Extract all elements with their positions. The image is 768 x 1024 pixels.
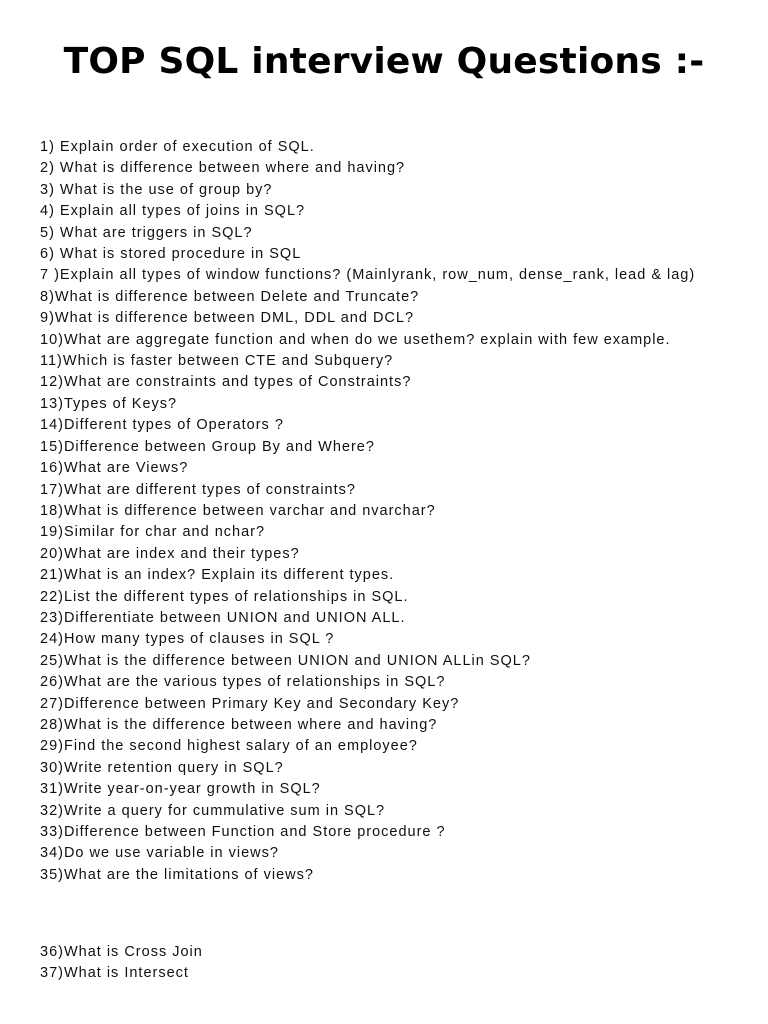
question-item: 3) What is the use of group by?	[40, 181, 273, 198]
page-title: TOP SQL interview Questions :-	[63, 41, 705, 82]
question-item: 36)What is Cross Join	[40, 944, 203, 960]
question-item: 9)What is difference between DML, DDL and DCL?	[40, 310, 415, 327]
question-item: 14)Different types of Operators ?	[40, 417, 284, 434]
question-item: 35)What are the limitations of views?	[40, 866, 314, 883]
question-item: 7 )Explain all types of window functions? (Mainlyrank, row_num, dense_rank, lead & lag)	[40, 267, 696, 284]
question-item: 29)Find the second highest salary of an employee?	[40, 738, 418, 755]
question-item: 2) What is difference between where and having?	[40, 160, 406, 177]
question-item: 28)What is the difference between where and having?	[40, 716, 438, 733]
question-item: 30)Write retention query in SQL?	[40, 759, 284, 776]
question-item: 26)What are the various types of relationships in SQL?	[40, 674, 446, 691]
question-list	[40, 137, 730, 886]
extra-question-list	[40, 942, 730, 985]
question-item: 15)Difference between Group By and Where?	[40, 438, 375, 455]
question-item: 13)Types of Keys?	[40, 395, 178, 412]
question-item: 4) Explain all types of joins in SQL?	[40, 203, 306, 220]
question-item: 22)List the different types of relationships in SQL.	[40, 588, 409, 605]
question-item: 33)Difference between Function and Store procedure ?	[40, 824, 446, 840]
question-item: 25)What is the difference between UNION and UNION ALLin SQL?	[40, 652, 531, 669]
question-item: 32)Write a query for cummulative sum in SQL?	[40, 802, 386, 819]
question-item: 17)What are different types of constraints?	[40, 481, 356, 498]
question-item: 5) What are triggers in SQL?	[40, 224, 253, 241]
question-item: 34)Do we use variable in views?	[40, 845, 279, 862]
question-item: 24)How many types of clauses in SQL ?	[40, 631, 335, 648]
question-item: 16)What are Views?	[40, 460, 189, 477]
question-item: 21)What is an index? Explain its different types.	[40, 567, 395, 584]
question-item: 31)Write year-on-year growth in SQL?	[40, 781, 321, 798]
question-item: 11)Which is faster between CTE and Subquery?	[40, 353, 394, 370]
question-item: 18)What is difference between varchar and nvarchar?	[40, 502, 436, 519]
question-item: 37)What is Intersect	[40, 965, 189, 982]
question-item: 27)Difference between Primary Key and Secondary Key?	[40, 695, 460, 712]
question-item: 6) What is stored procedure in SQL	[40, 246, 302, 263]
question-item: 20)What are index and their types?	[40, 545, 300, 562]
question-item: 10)What are aggregate function and when do we usethem? explain with few example.	[40, 331, 671, 348]
question-item: 23)Differentiate between UNION and UNION ALL.	[40, 609, 406, 626]
question-item: 8)What is difference between Delete and Truncate?	[40, 288, 420, 305]
question-item: 12)What are constraints and types of Constraints?	[40, 374, 412, 391]
question-item: 1) Explain order of execution of SQL.	[40, 139, 315, 155]
question-item: 19)Similar for char and nchar?	[40, 524, 266, 541]
